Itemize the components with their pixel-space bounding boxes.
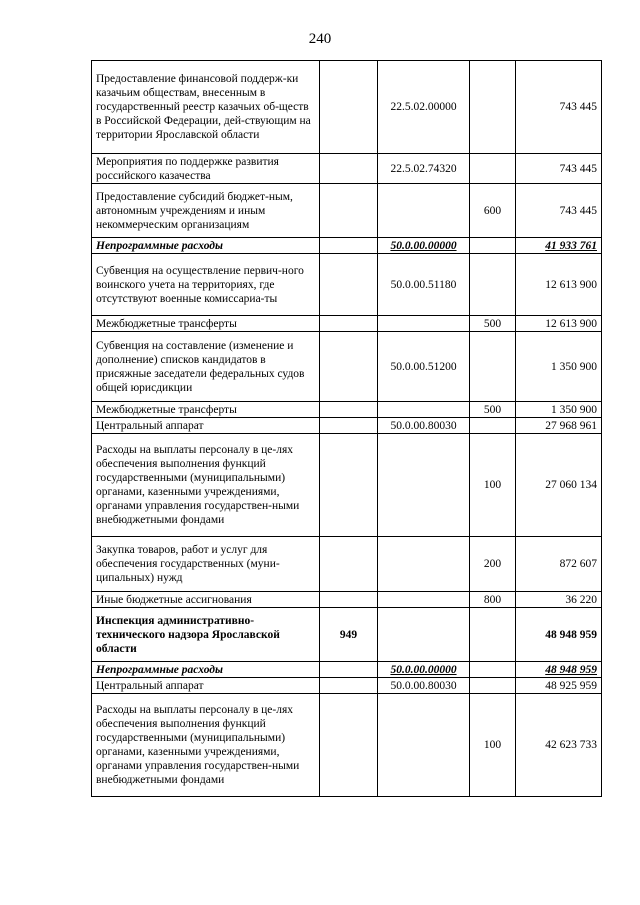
row-department [320,678,378,694]
row-target-code: 50.0.00.51180 [378,254,470,316]
row-department [320,434,378,537]
row-department: 949 [320,608,378,662]
row-department [320,184,378,238]
row-amount: 12 613 900 [516,316,602,332]
row-amount: 743 445 [516,61,602,154]
row-target-code: 22.5.02.00000 [378,61,470,154]
row-department [320,592,378,608]
table-row [92,434,602,537]
row-amount: 872 607 [516,537,602,592]
row-department [320,61,378,154]
row-name: Предоставление финансовой поддерж-ки казачьим обществам, внесенным в государственный реестр казачьих об-ществ в Российской Федерации, дей-ствующим на территории Ярославской области [92,61,320,154]
row-amount: 48 925 959 [516,678,602,694]
row-department [320,238,378,254]
row-target-code [378,402,470,418]
row-amount: 48 948 959 [516,608,602,662]
row-name: Непрограммные расходы [92,662,320,678]
row-target-code: 50.0.00.00000 [378,238,470,254]
row-name: Расходы на выплаты персоналу в це-лях обеспечения выполнения функций государственными (муниципальными) органами, казенными учреждениями, органами управления государствен-ными внебюджетными фондами [92,694,320,797]
row-expense-type: 500 [470,402,516,418]
row-expense-type [470,238,516,254]
row-name: Межбюджетные трансферты [92,316,320,332]
row-target-code [378,592,470,608]
row-expense-type: 100 [470,434,516,537]
row-amount: 42 623 733 [516,694,602,797]
row-name: Закупка товаров, работ и услуг для обеспечения государственных (муни-ципальных) нужд [92,537,320,592]
row-name: Мероприятия по поддержке развития российского казачества [92,154,320,184]
row-amount: 36 220 [516,592,602,608]
row-amount: 41 933 761 [516,238,602,254]
row-amount: 743 445 [516,154,602,184]
row-amount: 743 445 [516,184,602,238]
table-row [92,418,602,434]
table-row [92,608,602,662]
row-target-code [378,608,470,662]
row-department [320,694,378,797]
row-target-code: 50.0.00.80030 [378,678,470,694]
row-expense-type: 200 [470,537,516,592]
row-name: Центральный аппарат [92,678,320,694]
row-department [320,332,378,402]
table-row [92,694,602,797]
row-expense-type [470,678,516,694]
row-expense-type: 100 [470,694,516,797]
row-department [320,537,378,592]
row-name: Центральный аппарат [92,418,320,434]
table-row [92,537,602,592]
row-target-code [378,316,470,332]
row-target-code [378,434,470,537]
row-target-code: 50.0.00.51200 [378,332,470,402]
table-row [92,332,602,402]
row-department [320,662,378,678]
row-department [320,254,378,316]
row-expense-type: 500 [470,316,516,332]
row-department [320,418,378,434]
row-amount: 48 948 959 [516,662,602,678]
row-expense-type [470,154,516,184]
table-row [92,316,602,332]
row-department [320,154,378,184]
row-expense-type [470,608,516,662]
table-row [92,154,602,184]
row-target-code [378,694,470,797]
row-amount: 1 350 900 [516,402,602,418]
table-row [92,184,602,238]
row-expense-type [470,61,516,154]
row-target-code [378,184,470,238]
row-expense-type [470,418,516,434]
row-name: Расходы на выплаты персоналу в це-лях обеспечения выполнения функций государственными (муниципальными) органами, казенными учреждениями, органами управления государствен-ными внебюджетными фондами [92,434,320,537]
row-amount: 27 060 134 [516,434,602,537]
row-expense-type [470,332,516,402]
row-expense-type: 600 [470,184,516,238]
row-amount: 12 613 900 [516,254,602,316]
row-department [320,402,378,418]
page-number: 240 [308,31,332,47]
table-row [92,592,602,608]
row-expense-type [470,254,516,316]
row-amount: 27 968 961 [516,418,602,434]
row-department [320,316,378,332]
row-name: Иные бюджетные ассигнования [92,592,320,608]
row-target-code: 50.0.00.80030 [378,418,470,434]
row-name: Субвенция на осуществление первич-ного воинского учета на территориях, где отсутствуют военные комиссариа-ты [92,254,320,316]
row-name: Инспекция административно-технического надзора Ярославской области [92,608,320,662]
row-target-code: 22.5.02.74320 [378,154,470,184]
table-row [92,402,602,418]
budget-table [91,60,602,797]
row-target-code: 50.0.00.00000 [378,662,470,678]
row-name: Непрограммные расходы [92,238,320,254]
row-name: Предоставление субсидий бюджет-ным, автономным учреждениям и иным некоммерческим организациям [92,184,320,238]
table-row [92,662,602,678]
row-expense-type: 800 [470,592,516,608]
row-expense-type [470,662,516,678]
row-name: Субвенция на составление (изменение и дополнение) списков кандидатов в присяжные заседатели федеральных судов общей юрисдикции [92,332,320,402]
table-row [92,238,602,254]
table-row [92,254,602,316]
row-name: Межбюджетные трансферты [92,402,320,418]
row-amount: 1 350 900 [516,332,602,402]
table-row [92,678,602,694]
table-row [92,61,602,154]
row-target-code [378,537,470,592]
